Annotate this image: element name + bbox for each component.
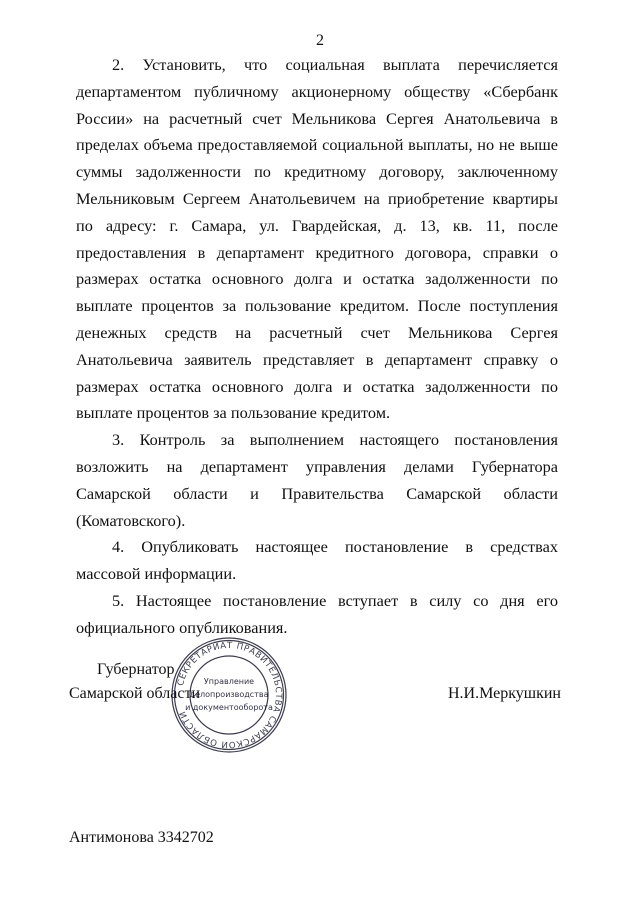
signatory-title-line2: Самарской области xyxy=(69,685,200,702)
signatory-name: Н.И.Меркушкин xyxy=(448,685,561,702)
seal-ring-text: СЕКРЕТАРИАТ ПРАВИТЕЛЬСТВА САМАРСКОЙ ОБЛАСТИ xyxy=(175,640,284,750)
paragraph-4: 4. Опубликовать настоящее постановление в средствах массовой информации. xyxy=(76,537,558,584)
seal-center-line1: Управление xyxy=(203,677,255,686)
executor-note: Антимонова 3342702 xyxy=(69,829,214,846)
paragraph-2: 2. Установить, что социальная выплата перечисляется департаментом публичному акционерному обществу «Сбербанк России» на расчетный счет Мельникова Сергея Анатольевича в пределах объема предоставляемой социальной выплаты, но не выше суммы задолженности по кредитному договору, заключенному Мельниковым Сергеем Анатольевичем на приобретение квартиры по адресу: г. Самара, ул. Гвардейская, д. 13, кв. 11, после предоставления в департамент кредитного договора, справки о размерах остатка основного долга и остатка задолженности по выплате процентов за пользование кредитом. После поступления денежных средств на расчетный счет Мельникова Сергея Анатольевича заявитель представляет в департамент справку о размерах остатка основного долга и остатка задолженности по выплате процентов за пользование кредитом. xyxy=(76,55,558,423)
svg-text:СЕКРЕТАРИАТ ПРАВИТЕЛЬСТВА САМА xyxy=(176,641,283,751)
page-number: 2 xyxy=(316,32,324,49)
paragraph-3: 3. Контроль за выполнением настоящего постановления возложить на департамент управления делами Губернатора Самарской области и Правительства Самарской области (Коматовского). xyxy=(76,430,558,530)
signatory-title-line1: Губернатор xyxy=(97,661,175,678)
paragraph-5: 5. Настоящее постановление вступает в силу со дня его официального опубликования. xyxy=(76,590,558,637)
seal-center-line2: делопроизводства xyxy=(189,690,269,699)
seal-center-line3: и документооборота xyxy=(185,703,273,712)
document-body xyxy=(76,52,558,642)
official-seal-icon xyxy=(170,636,288,754)
